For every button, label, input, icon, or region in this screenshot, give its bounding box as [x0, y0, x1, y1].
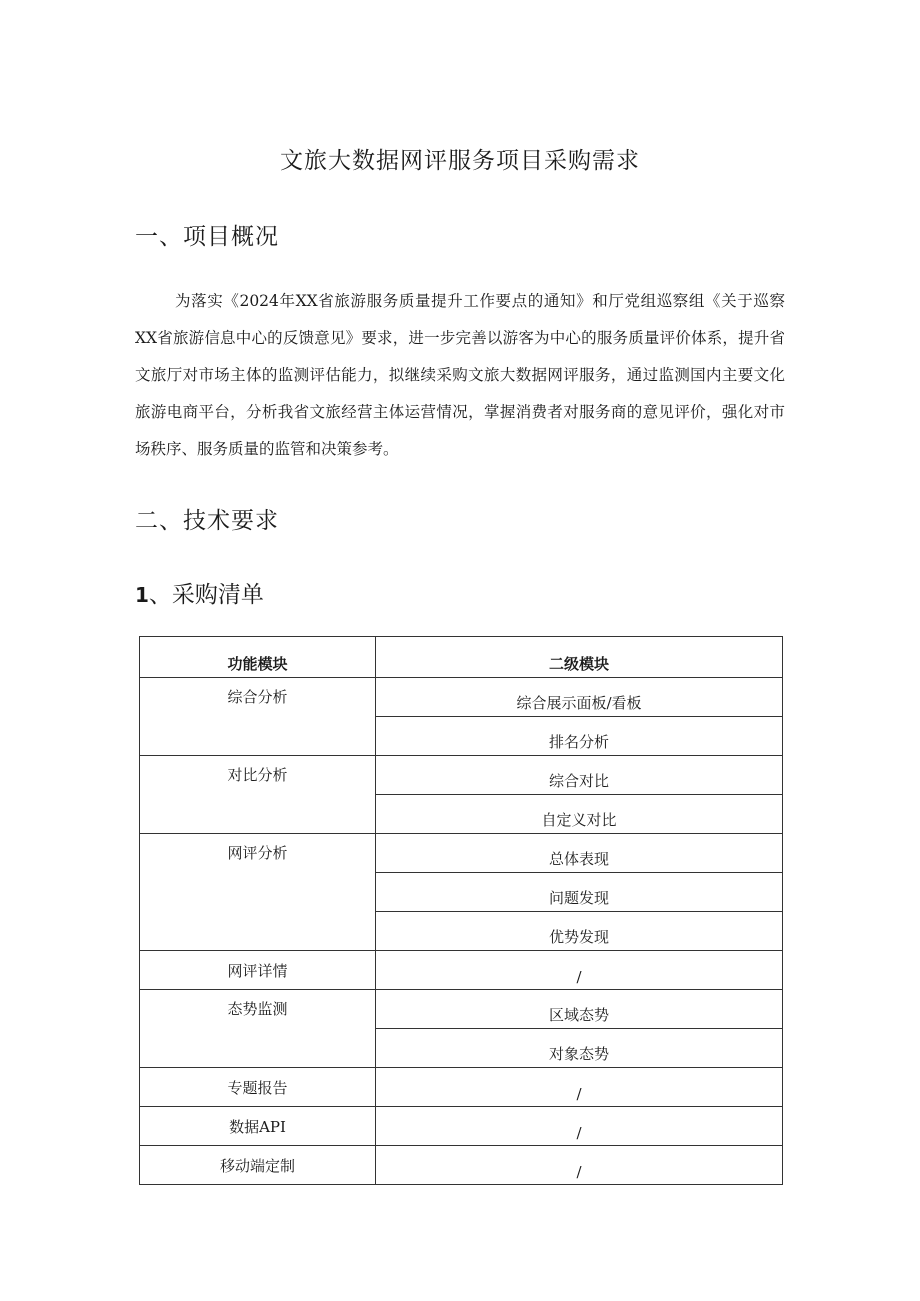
table-row: [140, 1068, 783, 1107]
section-heading-overview: 一、项目概况: [135, 224, 279, 250]
submodule-cell: 排名分析: [376, 717, 783, 756]
submodule-cell: 问题发现: [376, 873, 783, 912]
submodule-cell: 优势发现: [376, 912, 783, 951]
submodule-cell: 总体表现: [376, 834, 783, 873]
table-row: [140, 1146, 783, 1185]
submodule-cell: /: [376, 1068, 783, 1107]
module-cell: 网评详情: [140, 951, 376, 990]
table-row: [140, 678, 783, 717]
submodule-cell: /: [376, 951, 783, 990]
module-cell: 态势监测: [140, 990, 376, 1068]
submodule-cell: /: [376, 1146, 783, 1185]
table-row: [140, 1107, 783, 1146]
submodule-cell: 区域态势: [376, 990, 783, 1029]
overview-paragraph: 为落实《2024年XX省旅游服务质量提升工作要点的通知》和厅党组巡察组《关于巡察XX省旅游信息中心的反馈意见》要求，进一步完善以游客为中心的服务质量评价体系，提升省文旅厅对市场主体的监测评估能力，拟继续采购文旅大数据网评服务，通过监测国内主要文化旅游电商平台，分析我省文旅经营主体运营情况，掌握消费者对服务商的意见评价，强化对市场秩序、服务质量的监管和决策参考。: [135, 292, 785, 458]
submodule-cell: /: [376, 1107, 783, 1146]
submodule-cell: 自定义对比: [376, 795, 783, 834]
document-title: 文旅大数据网评服务项目采购需求: [280, 148, 640, 174]
submodule-cell: 综合对比: [376, 756, 783, 795]
subsection-title: 、采购清单: [148, 582, 264, 608]
table-row: [140, 951, 783, 990]
submodule-cell: 对象态势: [376, 1029, 783, 1068]
section-heading-technical: 二、技术要求: [135, 508, 279, 534]
header-module: 功能模块: [140, 637, 376, 678]
table-header-row: [140, 637, 783, 678]
subsection-number: 1: [135, 583, 149, 607]
module-cell: 网评分析: [140, 834, 376, 951]
procurement-table: [139, 636, 783, 1185]
subsection-heading-procurement-list: [135, 576, 264, 609]
submodule-cell: 综合展示面板/看板: [376, 678, 783, 717]
table-row: [140, 756, 783, 795]
module-cell: 移动端定制: [140, 1146, 376, 1185]
table-row: [140, 990, 783, 1029]
table-row: [140, 834, 783, 873]
module-cell: 综合分析: [140, 678, 376, 756]
table-body: [140, 678, 783, 1185]
module-cell: 专题报告: [140, 1068, 376, 1107]
header-submodule: 二级模块: [376, 637, 783, 678]
module-cell: 对比分析: [140, 756, 376, 834]
module-cell: 数据API: [140, 1107, 376, 1146]
